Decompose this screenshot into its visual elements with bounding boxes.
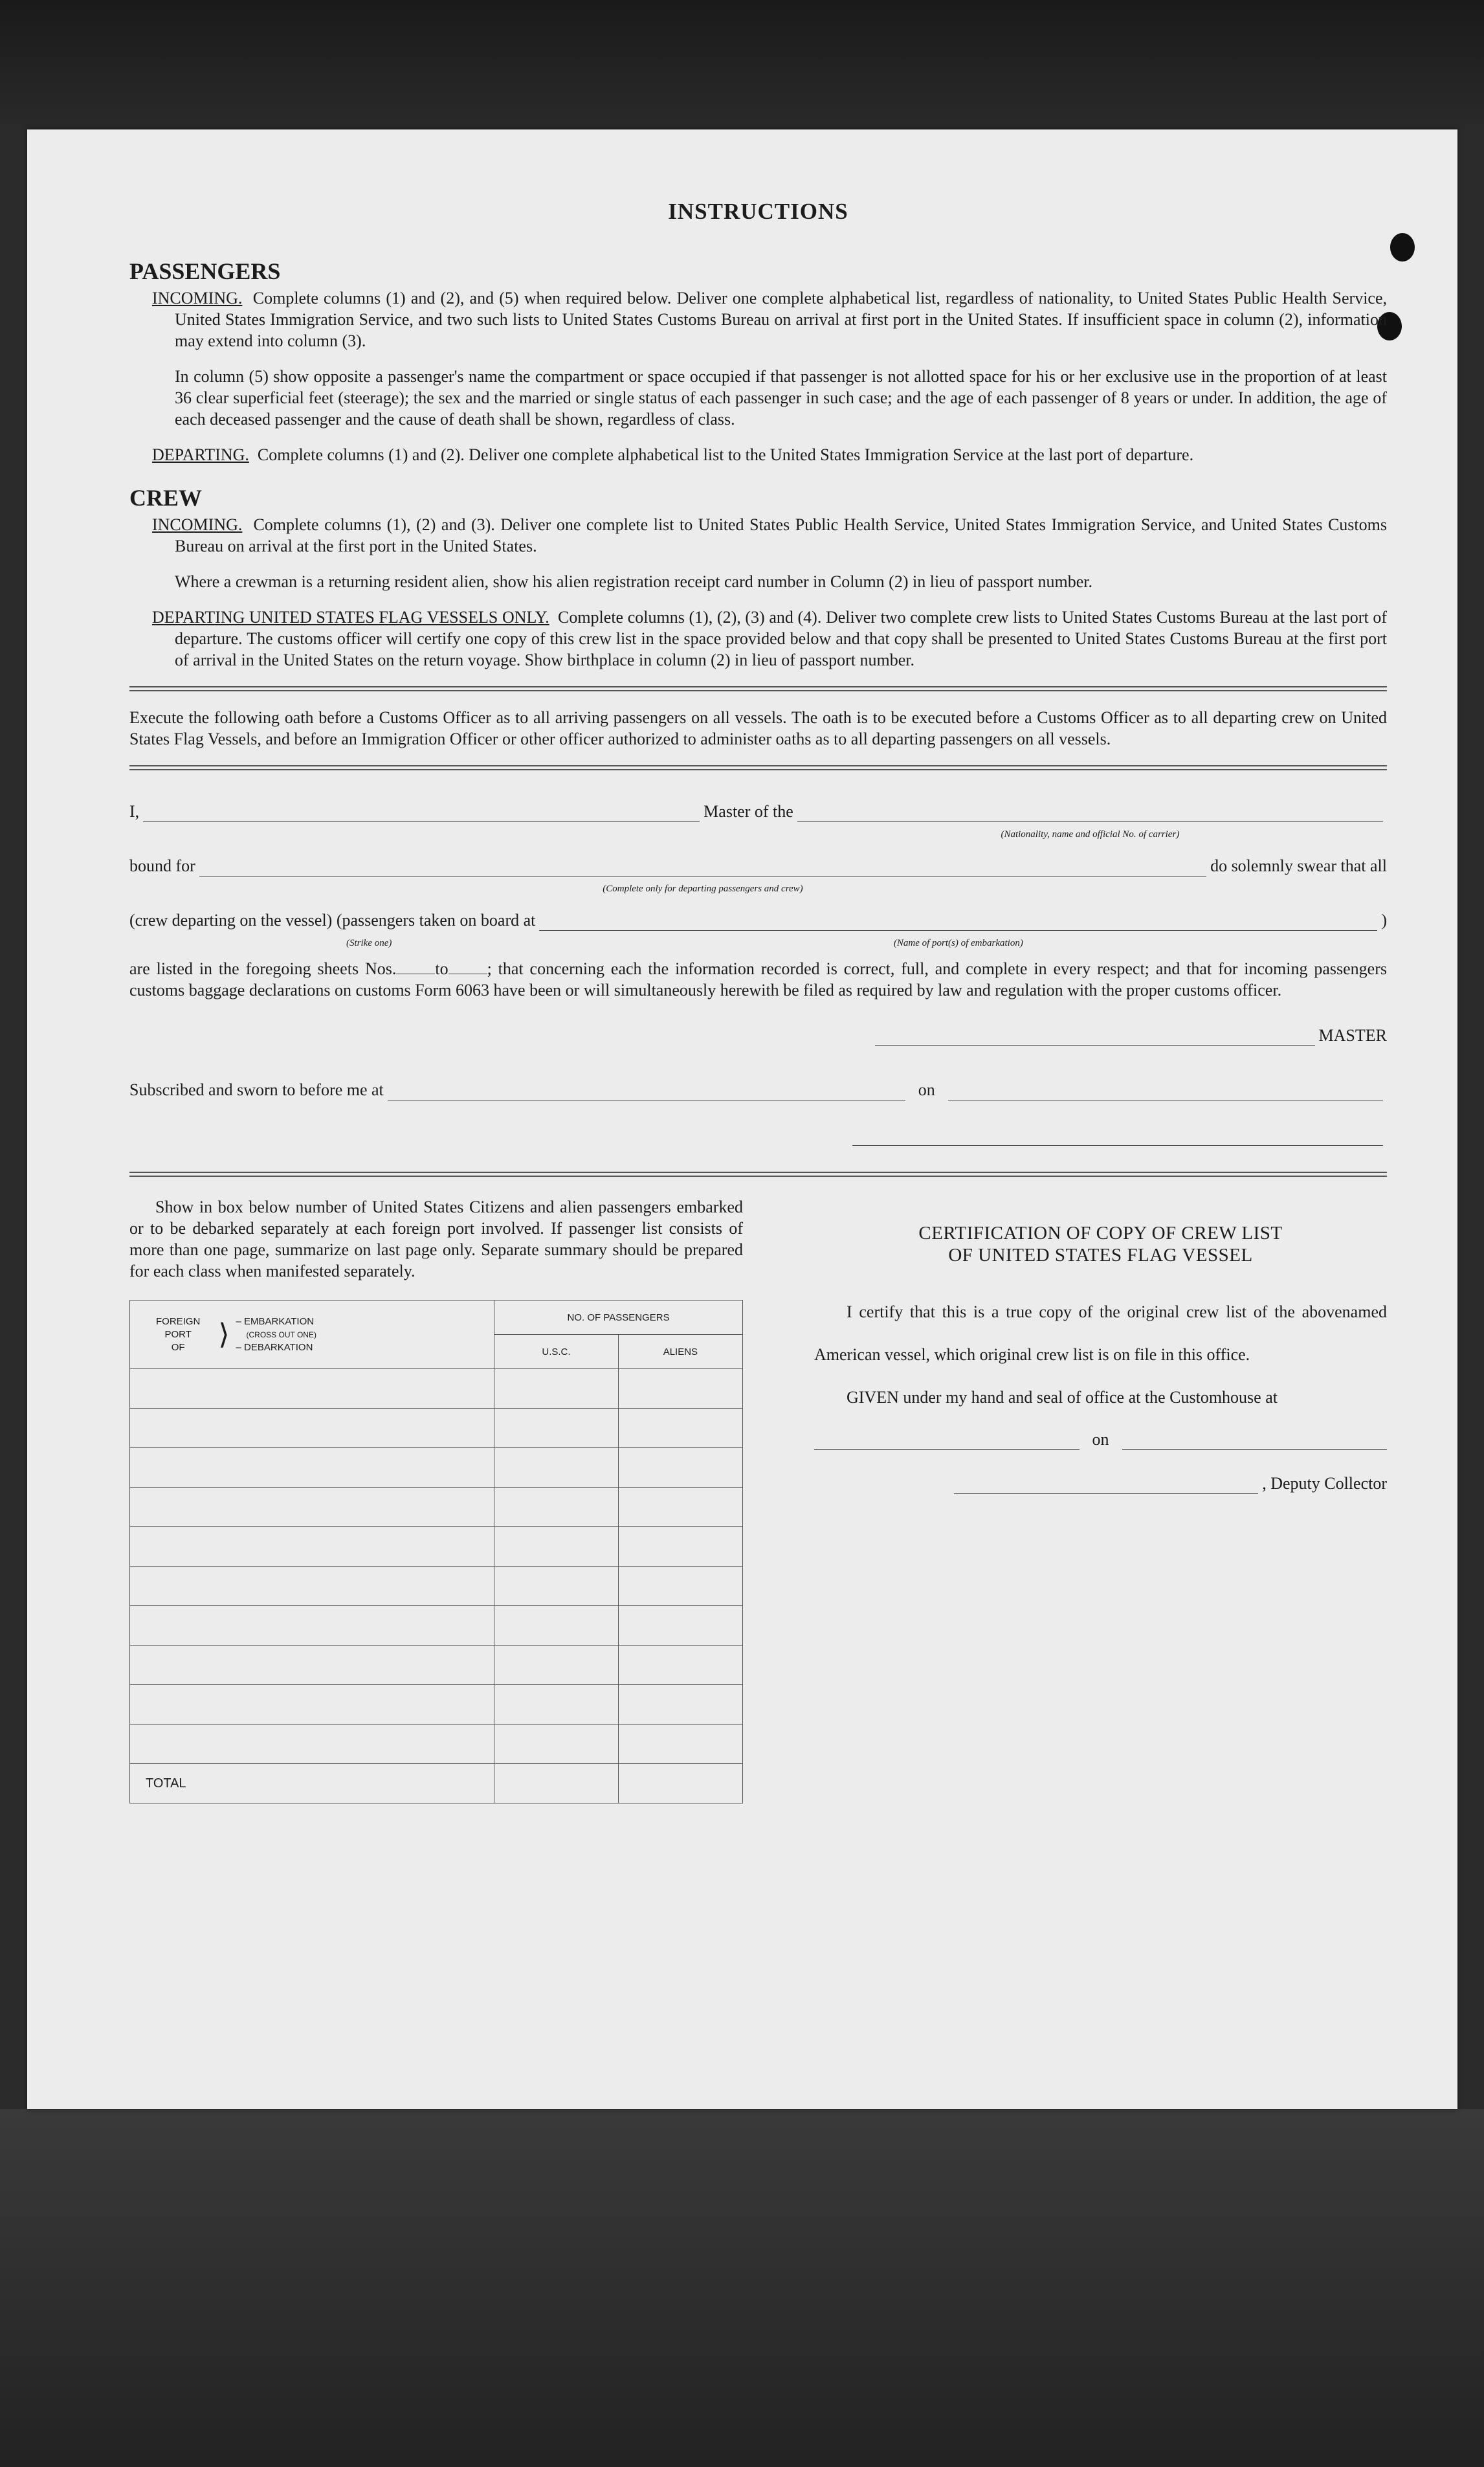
no-passengers-header: NO. OF PASSENGERS [494,1300,743,1335]
crew-departing-text: Complete columns (1), (2), (3) and (4). Deliver two complete crew lists to United States Customs Bureau at the last port of departure. The customs officer will certify one copy of this crew list in the space provided below and that copy shall be presented to United States Customs Bureau at the first port of arrival in the United States on the return voyage. Show birthplace in column (2) in lieu of passport number. [175,608,1387,669]
passenger-summary-table [129,1300,743,1803]
usc-cell[interactable] [494,1527,619,1567]
to-word: to [435,959,449,978]
table-row [130,1725,743,1764]
aliens-cell[interactable] [618,1448,742,1488]
port-header-of: OF [171,1341,185,1353]
listed-text: ; that concerning each the information recorded is correct, full, and complete in every respect; and that for incoming passengers customs baggage declarations on customs Form 6063 have been or will simultaneously herewith be filed as required by law and regulation with the proper customs officer. [129,959,1387,999]
deputy-collector-line [814,1468,1387,1494]
subscribed-label: Subscribed and sworn to before me at [129,1080,384,1099]
aliens-header: ALIENS [618,1335,742,1369]
usc-cell[interactable] [494,1646,619,1685]
certify-paragraph: I certify that this is a true copy of the original crew list of the abovenamed American vessel, which original crew list is on file in this office. [814,1302,1387,1364]
deputy-collector-signature-field[interactable] [954,1474,1258,1494]
usc-cell[interactable] [494,1409,619,1448]
crew-departing-label: DEPARTING UNITED STATES FLAG VESSELS ONLY. [152,608,549,627]
carrier-caption: (Nationality, name and official No. of carrier) [1001,829,1180,840]
aliens-cell[interactable] [618,1369,742,1409]
passengers-incoming-text: Complete columns (1) and (2), and (5) when required below. Deliver one complete alphabetical list, regardless of nationality, to United States Public Health Service, United States Immigration Service, and two such lists to United States Customs Bureau on arrival at first port in the United States. If insufficient space in column (2), information may extend into column (3). [175,289,1388,350]
aliens-cell[interactable] [618,1725,742,1764]
document-page [27,129,1457,2109]
customhouse-field[interactable] [814,1430,1080,1450]
port-cell[interactable] [130,1685,494,1725]
close-paren: ) [1381,911,1387,930]
passengers-departing-label: DEPARTING. [152,445,249,464]
cross-out-label: (CROSS OUT ONE) [246,1330,316,1339]
total-usc-cell[interactable] [494,1764,619,1803]
master-name-field[interactable] [143,802,700,822]
sworn-place-field[interactable] [388,1080,905,1100]
table-row [130,1448,743,1488]
aliens-cell[interactable] [618,1527,742,1567]
passengers-column5-paragraph: In column (5) show opposite a passenger's name the compartment or space occupied if that passenger is not allotted space for his or her exclusive use in the proportion of at least 36 clear superficial feet (steerage); the sex and the married or single status of each passenger in such case; and the age of each passenger of 8 years or under. In addition, the age of each deceased passenger and the cause of death shall be shown, regardless of class. [175,367,1387,429]
on-word: on [918,1080,935,1099]
crew-departing-paragraph [129,607,1387,671]
port-cell[interactable] [130,1488,494,1527]
aliens-cell[interactable] [618,1606,742,1646]
usc-cell[interactable] [494,1567,619,1606]
crew-incoming-label: INCOMING. [152,515,243,534]
port-cell[interactable] [130,1606,494,1646]
table-row [130,1369,743,1409]
passengers-incoming-label: INCOMING. [152,289,243,307]
double-rule [129,1172,1387,1177]
table-row [130,1527,743,1567]
port-cell[interactable] [130,1567,494,1606]
aliens-cell[interactable] [618,1685,742,1725]
port-cell[interactable] [130,1448,494,1488]
passengers-departing-paragraph [129,444,1387,465]
certification-date-field[interactable] [1122,1430,1388,1450]
table-row [130,1488,743,1527]
total-label: TOTAL [130,1764,494,1803]
master-label: MASTER [1318,1026,1387,1045]
scan-background-bottom [0,2109,1484,2467]
usc-cell[interactable] [494,1488,619,1527]
brace-icon: ⟩ [218,1319,230,1350]
usc-cell[interactable] [494,1725,619,1764]
table-row [130,1606,743,1646]
port-header-foreign: FOREIGN [156,1315,201,1327]
usc-cell[interactable] [494,1369,619,1409]
crew-incoming-text: Complete columns (1), (2) and (3). Deliver one complete list to United States Public Health Service, United States Immigration Service, and United States Customs Bureau on arrival at the first port in the United States. [175,515,1387,555]
usc-cell[interactable] [494,1685,619,1725]
oath-line-embarkation [129,905,1387,948]
deputy-collector-label: , Deputy Collector [1262,1474,1387,1493]
crew-incoming-paragraph [129,514,1387,557]
table-row [130,1646,743,1685]
table-row [130,1567,743,1606]
master-of-the-label: Master of the [703,802,793,821]
usc-header: U.S.C. [494,1335,619,1369]
certification-title [814,1222,1387,1266]
bound-for-field[interactable] [199,856,1206,894]
passengers-departing-text: Complete columns (1) and (2). Deliver one complete alphabetical list to the United States Immigration Service at the last port of departure. [257,445,1194,464]
port-cell[interactable] [130,1527,494,1567]
oath-intro: Execute the following oath before a Customs Officer as to all arriving passengers on all vessels. The oath is to be executed before a Customs Officer as to all departing crew on United States Flag Vessels, and before an Immigration Officer or other officer authorized to administer oaths as to all departing passengers on all vessels. [129,708,1387,748]
port-cell[interactable] [130,1409,494,1448]
usc-cell[interactable] [494,1448,619,1488]
punch-hole-icon [1390,233,1415,262]
scan-background-top [0,0,1484,129]
port-header-port: PORT [164,1328,192,1340]
passengers-incoming-paragraph [129,287,1387,352]
table-row [130,1685,743,1725]
aliens-cell[interactable] [618,1567,742,1606]
port-cell[interactable] [130,1369,494,1409]
carrier-field[interactable] [797,802,1383,840]
aliens-cell[interactable] [618,1488,742,1527]
i-label: I, [129,802,140,821]
listed-prefix: are listed in the foregoing sheets Nos. [129,959,397,978]
customhouse-line [814,1424,1387,1450]
sworn-date-field[interactable] [948,1080,1383,1100]
subscribed-line [129,1075,1387,1100]
oath-line-master [129,796,1387,840]
bound-for-label: bound for [129,856,195,875]
certification-on-word: on [1092,1430,1109,1449]
master-signature-line [129,1020,1387,1046]
total-row [130,1764,743,1803]
port-header [130,1300,494,1369]
ports-caption: (Name of port(s) of embarkation) [893,938,1023,948]
officer-signature-field[interactable] [852,1126,1383,1146]
instructions-content [129,201,1387,1803]
oath-line-bound [129,851,1387,894]
crew-passengers-text: (crew departing on the vessel) (passengers taken on board at [129,911,536,930]
summary-column [129,1196,743,1803]
table-row [130,1409,743,1448]
master-signature-field[interactable] [875,1026,1315,1046]
officer-signature-line [129,1120,1387,1146]
strike-one-caption: (Strike one) [346,938,392,948]
debarkation-label: – DEBARKATION [236,1341,313,1353]
double-rule [129,765,1387,770]
passengers-heading: PASSENGERS [129,258,281,284]
port-cell[interactable] [130,1646,494,1685]
oath-listed-paragraph [129,958,1387,1001]
aliens-cell[interactable] [618,1409,742,1448]
port-cell[interactable] [130,1725,494,1764]
given-paragraph: GIVEN under my hand and seal of office at the Customhouse at [847,1388,1278,1407]
summary-note: Show in box below number of United States Citizens and alien passengers embarked or to be debarked separately at each foreign port involved. If passenger list consists of more than one page, summarize on last page only. Separate summary should be prepared for each class when manifested separately. [129,1198,743,1280]
swear-label: do solemnly swear that all [1210,856,1387,875]
crew-passengers-label [129,910,536,948]
bottom-columns [129,1196,1387,1803]
double-rule [129,686,1387,691]
crew-heading: CREW [129,485,203,511]
crew-resident-paragraph: Where a crewman is a returning resident alien, show his alien registration receipt card number in Column (2) in lieu of passport number. [175,572,1093,591]
page-title: INSTRUCTIONS [668,199,848,224]
aliens-cell[interactable] [618,1646,742,1685]
bound-caption: (Complete only for departing passengers and crew) [603,884,803,894]
usc-cell[interactable] [494,1606,619,1646]
certification-title-line1: CERTIFICATION OF COPY OF CREW LIST [918,1223,1283,1244]
certification-column [814,1196,1387,1803]
embarkation-label: – EMBARKATION [236,1315,315,1327]
certification-title-line2: OF UNITED STATES FLAG VESSEL [948,1245,1253,1266]
ports-of-embarkation-field[interactable] [539,911,1377,948]
total-aliens-cell[interactable] [618,1764,742,1803]
